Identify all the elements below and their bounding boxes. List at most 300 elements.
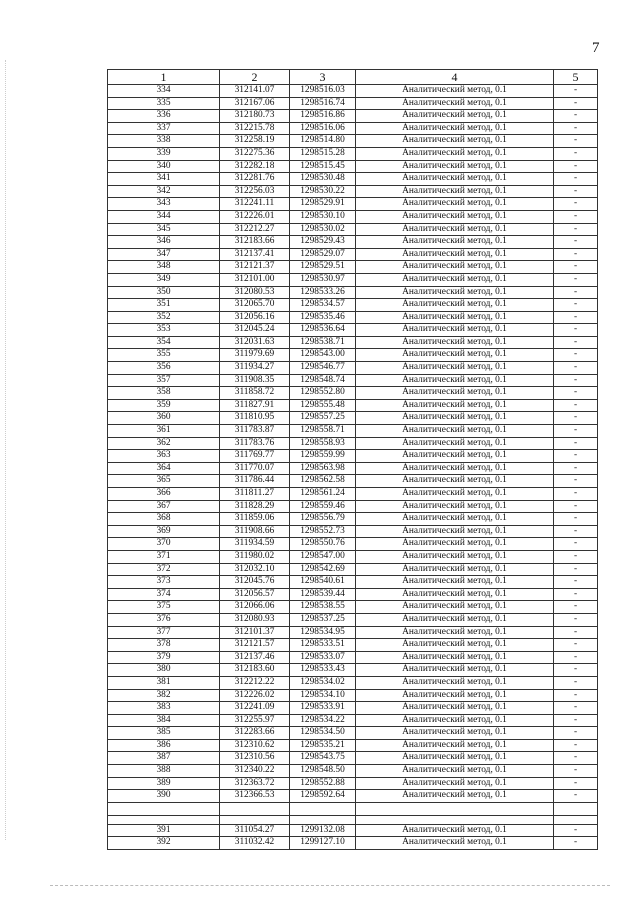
table-cell: 363	[108, 450, 220, 463]
table-cell: -	[554, 210, 598, 223]
table-cell: 312226.01	[220, 210, 290, 223]
table-cell: Аналитический метод, 0.1	[356, 727, 554, 740]
table-cell: 312310.56	[220, 752, 290, 765]
table-cell: -	[554, 412, 598, 425]
table-cell: -	[554, 626, 598, 639]
table-cell: -	[554, 286, 598, 299]
table-row	[108, 324, 598, 337]
table-cell: 311934.59	[220, 538, 290, 551]
table-row	[108, 664, 598, 677]
table-row	[108, 676, 598, 689]
table-cell: 1298592.64	[290, 790, 356, 803]
table-cell: -	[554, 248, 598, 261]
table-row	[108, 425, 598, 438]
table-cell: 1298530.48	[290, 173, 356, 186]
table-cell: -	[554, 147, 598, 160]
table-cell: 312226.02	[220, 689, 290, 702]
table-cell: -	[554, 387, 598, 400]
table-cell: 335	[108, 97, 220, 110]
table-cell: 370	[108, 538, 220, 551]
table-cell: 312241.11	[220, 198, 290, 211]
table-cell: Аналитический метод, 0.1	[356, 500, 554, 513]
table-cell: 1298543.00	[290, 349, 356, 362]
table-cell: Аналитический метод, 0.1	[356, 97, 554, 110]
table-row	[108, 147, 598, 160]
table-cell: -	[554, 324, 598, 337]
table-cell: 1298543.75	[290, 752, 356, 765]
table-cell: -	[554, 198, 598, 211]
table-row	[108, 790, 598, 803]
table-cell: -	[554, 425, 598, 438]
table-cell: -	[554, 500, 598, 513]
table-cell: Аналитический метод, 0.1	[356, 837, 554, 850]
table-cell: 1298550.76	[290, 538, 356, 551]
table-row	[108, 450, 598, 463]
table-cell: 1298557.25	[290, 412, 356, 425]
table-cell: Аналитический метод, 0.1	[356, 462, 554, 475]
table-cell: 1298538.55	[290, 601, 356, 614]
table-cell: 372	[108, 563, 220, 576]
table-cell-empty	[220, 815, 290, 824]
table-cell: 1298536.64	[290, 324, 356, 337]
table-cell: -	[554, 223, 598, 236]
table-cell: 311811.27	[220, 488, 290, 501]
table-row	[108, 513, 598, 526]
table-cell: Аналитический метод, 0.1	[356, 261, 554, 274]
table-cell: 1298516.06	[290, 122, 356, 135]
table-row	[108, 824, 598, 837]
table-cell: 364	[108, 462, 220, 475]
table-cell: 312255.97	[220, 714, 290, 727]
table-cell: Аналитический метод, 0.1	[356, 399, 554, 412]
table-row	[108, 248, 598, 261]
table-cell: 311859.06	[220, 513, 290, 526]
table-cell: 1298534.57	[290, 299, 356, 312]
table-cell: 338	[108, 135, 220, 148]
table-cell: 312212.27	[220, 223, 290, 236]
table-cell: 312283.66	[220, 727, 290, 740]
table-cell: -	[554, 790, 598, 803]
table-cell: 1298552.88	[290, 777, 356, 790]
table-cell: 1298535.46	[290, 311, 356, 324]
table-cell: -	[554, 765, 598, 778]
table-cell: 312215.78	[220, 122, 290, 135]
table-cell: Аналитический метод, 0.1	[356, 664, 554, 677]
table-cell: 312275.36	[220, 147, 290, 160]
table-cell: Аналитический метод, 0.1	[356, 324, 554, 337]
table-cell: Аналитический метод, 0.1	[356, 824, 554, 837]
table-cell: -	[554, 336, 598, 349]
table-cell: 1298530.97	[290, 273, 356, 286]
table-cell: Аналитический метод, 0.1	[356, 210, 554, 223]
table-cell: 1298534.50	[290, 727, 356, 740]
table-cell: Аналитический метод, 0.1	[356, 639, 554, 652]
table-cell: 1298563.98	[290, 462, 356, 475]
table-row	[108, 135, 598, 148]
table-cell: 382	[108, 689, 220, 702]
table-cell: 1298538.71	[290, 336, 356, 349]
table-cell: 390	[108, 790, 220, 803]
table-cell: 311828.29	[220, 500, 290, 513]
table-cell: Аналитический метод, 0.1	[356, 488, 554, 501]
table-cell: 312080.93	[220, 613, 290, 626]
table-cell: 1298546.77	[290, 362, 356, 375]
table-cell: Аналитический метод, 0.1	[356, 122, 554, 135]
table-cell: Аналитический метод, 0.1	[356, 311, 554, 324]
table-row	[108, 299, 598, 312]
table-cell: Аналитический метод, 0.1	[356, 450, 554, 463]
table-cell: 1298552.80	[290, 387, 356, 400]
table-cell: -	[554, 261, 598, 274]
table-cell: 312056.57	[220, 588, 290, 601]
table-cell: Аналитический метод, 0.1	[356, 651, 554, 664]
table-cell: Аналитический метод, 0.1	[356, 626, 554, 639]
table-cell: 312363.72	[220, 777, 290, 790]
table-cell: 383	[108, 702, 220, 715]
table-row	[108, 739, 598, 752]
table-cell: 311979.69	[220, 349, 290, 362]
table-cell: Аналитический метод, 0.1	[356, 273, 554, 286]
table-row	[108, 336, 598, 349]
table-cell: 1298514.80	[290, 135, 356, 148]
table-row	[108, 97, 598, 110]
table-cell: 1298533.26	[290, 286, 356, 299]
table-row	[108, 160, 598, 173]
table-cell: -	[554, 689, 598, 702]
table-row	[108, 752, 598, 765]
table-cell: 312167.06	[220, 97, 290, 110]
table-cell: -	[554, 714, 598, 727]
table-gap-row	[108, 802, 598, 815]
table-cell: Аналитический метод, 0.1	[356, 160, 554, 173]
table-cell: Аналитический метод, 0.1	[356, 777, 554, 790]
table-cell: 1298535.21	[290, 739, 356, 752]
table-cell: -	[554, 160, 598, 173]
table-cell: -	[554, 613, 598, 626]
table-cell: Аналитический метод, 0.1	[356, 437, 554, 450]
table-row	[108, 714, 598, 727]
table-cell: 1298529.91	[290, 198, 356, 211]
table-cell: -	[554, 236, 598, 249]
table-cell: 312066.06	[220, 601, 290, 614]
table-cell: 1298548.74	[290, 374, 356, 387]
table-cell: Аналитический метод, 0.1	[356, 387, 554, 400]
table-cell: 1298559.99	[290, 450, 356, 463]
table-row	[108, 525, 598, 538]
table-cell: 311810.95	[220, 412, 290, 425]
table-cell: 350	[108, 286, 220, 299]
table-cell: 337	[108, 122, 220, 135]
table-cell: -	[554, 837, 598, 850]
table-cell: 1298516.03	[290, 85, 356, 98]
table-cell: 312121.37	[220, 261, 290, 274]
table-cell: 336	[108, 110, 220, 123]
table-cell: Аналитический метод, 0.1	[356, 676, 554, 689]
table-cell: -	[554, 85, 598, 98]
table-cell: Аналитический метод, 0.1	[356, 147, 554, 160]
table-cell: 385	[108, 727, 220, 740]
table-row	[108, 488, 598, 501]
table-cell: 312065.70	[220, 299, 290, 312]
table-cell: 391	[108, 824, 220, 837]
table-row	[108, 85, 598, 98]
table-row	[108, 689, 598, 702]
table-cell: 373	[108, 576, 220, 589]
table-cell: 1298530.10	[290, 210, 356, 223]
table-cell: 1299127.10	[290, 837, 356, 850]
table-cell: Аналитический метод, 0.1	[356, 349, 554, 362]
table-cell: Аналитический метод, 0.1	[356, 362, 554, 375]
table-row	[108, 563, 598, 576]
table-row	[108, 727, 598, 740]
table-cell: Аналитический метод, 0.1	[356, 588, 554, 601]
header-cell: 2	[220, 70, 290, 85]
table-cell: -	[554, 639, 598, 652]
table-cell: -	[554, 550, 598, 563]
table-cell: 1299132.08	[290, 824, 356, 837]
table-cell: -	[554, 538, 598, 551]
table-gap-row	[108, 815, 598, 824]
table-cell: 312256.03	[220, 185, 290, 198]
table-cell: 1298555.48	[290, 399, 356, 412]
table-cell: -	[554, 752, 598, 765]
table-cell: 346	[108, 236, 220, 249]
table-cell: 375	[108, 601, 220, 614]
table-cell: 311783.87	[220, 425, 290, 438]
table-row	[108, 462, 598, 475]
table-cell: 377	[108, 626, 220, 639]
table-cell: 312056.16	[220, 311, 290, 324]
table-cell: 381	[108, 676, 220, 689]
table-cell: 311769.77	[220, 450, 290, 463]
table-cell: 311786.44	[220, 475, 290, 488]
table-cell-empty	[356, 802, 554, 815]
table-row	[108, 236, 598, 249]
table-row	[108, 387, 598, 400]
table-cell: Аналитический метод, 0.1	[356, 790, 554, 803]
table-cell: 352	[108, 311, 220, 324]
table-header-row	[108, 70, 598, 85]
table-cell: 1298552.73	[290, 525, 356, 538]
table-cell: -	[554, 651, 598, 664]
table-cell: 361	[108, 425, 220, 438]
table-row	[108, 110, 598, 123]
table-row	[108, 651, 598, 664]
table-cell: Аналитический метод, 0.1	[356, 613, 554, 626]
table-cell: 311783.76	[220, 437, 290, 450]
table-cell: -	[554, 173, 598, 186]
table-cell: -	[554, 576, 598, 589]
table-cell: -	[554, 374, 598, 387]
table-cell: Аналитический метод, 0.1	[356, 576, 554, 589]
table-cell: 1298534.02	[290, 676, 356, 689]
table-cell: Аналитический метод, 0.1	[356, 85, 554, 98]
table-cell: -	[554, 563, 598, 576]
table-cell: 312340.22	[220, 765, 290, 778]
table-cell: 312031.63	[220, 336, 290, 349]
table-cell: -	[554, 311, 598, 324]
table-cell: 312080.53	[220, 286, 290, 299]
table-cell: 312366.53	[220, 790, 290, 803]
page-number: 7	[592, 40, 600, 56]
table-cell-empty	[290, 815, 356, 824]
table-cell: 311827.91	[220, 399, 290, 412]
table-row	[108, 412, 598, 425]
table-cell: 1298534.10	[290, 689, 356, 702]
table-row	[108, 198, 598, 211]
table-cell: -	[554, 97, 598, 110]
table-cell: Аналитический метод, 0.1	[356, 714, 554, 727]
table-cell: 356	[108, 362, 220, 375]
table-cell: 1298533.51	[290, 639, 356, 652]
table-cell: 312180.73	[220, 110, 290, 123]
table-cell: 368	[108, 513, 220, 526]
table-cell: 311858.72	[220, 387, 290, 400]
table-cell: Аналитический метод, 0.1	[356, 550, 554, 563]
table-row	[108, 626, 598, 639]
table-row	[108, 185, 598, 198]
header-cell: 4	[356, 70, 554, 85]
table-cell: -	[554, 702, 598, 715]
table-cell: 1298559.46	[290, 500, 356, 513]
table-cell: 312045.24	[220, 324, 290, 337]
table-cell: -	[554, 135, 598, 148]
table-row	[108, 576, 598, 589]
table-cell: 311908.66	[220, 525, 290, 538]
table-cell: Аналитический метод, 0.1	[356, 702, 554, 715]
table-cell: 345	[108, 223, 220, 236]
table-cell-empty	[554, 815, 598, 824]
table-cell: 311980.02	[220, 550, 290, 563]
table-row	[108, 639, 598, 652]
table-cell: -	[554, 777, 598, 790]
table-cell: Аналитический метод, 0.1	[356, 374, 554, 387]
table-cell-empty	[108, 815, 220, 824]
table-cell: 312183.66	[220, 236, 290, 249]
table-cell: -	[554, 299, 598, 312]
table-cell: 312101.37	[220, 626, 290, 639]
table-cell: 340	[108, 160, 220, 173]
coordinates-table	[107, 69, 598, 850]
table-cell: -	[554, 727, 598, 740]
table-cell: -	[554, 601, 598, 614]
table-cell: 312282.18	[220, 160, 290, 173]
table-cell: 387	[108, 752, 220, 765]
table-cell: -	[554, 110, 598, 123]
header-cell: 3	[290, 70, 356, 85]
table-row	[108, 702, 598, 715]
table-row	[108, 765, 598, 778]
table-cell: 355	[108, 349, 220, 362]
table-cell: 378	[108, 639, 220, 652]
table-row	[108, 601, 598, 614]
table-cell: -	[554, 122, 598, 135]
table-cell: -	[554, 185, 598, 198]
table-row	[108, 837, 598, 850]
table-row	[108, 475, 598, 488]
table-cell: 312121.57	[220, 639, 290, 652]
table-cell: -	[554, 437, 598, 450]
table-cell: 311908.35	[220, 374, 290, 387]
table-cell: 380	[108, 664, 220, 677]
table-cell: 348	[108, 261, 220, 274]
table-row	[108, 273, 598, 286]
table-cell: 311934.27	[220, 362, 290, 375]
table-cell-empty	[290, 802, 356, 815]
table-cell: 312137.46	[220, 651, 290, 664]
table-cell: -	[554, 450, 598, 463]
table-cell: 374	[108, 588, 220, 601]
table-cell: Аналитический метод, 0.1	[356, 538, 554, 551]
table-cell: Аналитический метод, 0.1	[356, 198, 554, 211]
table-row	[108, 613, 598, 626]
table-row	[108, 286, 598, 299]
table-cell: 344	[108, 210, 220, 223]
table-cell: 353	[108, 324, 220, 337]
table-cell: 392	[108, 837, 220, 850]
table-cell: Аналитический метод, 0.1	[356, 223, 554, 236]
table-cell: 347	[108, 248, 220, 261]
table-row	[108, 261, 598, 274]
table-cell: Аналитический метод, 0.1	[356, 739, 554, 752]
table-cell: 354	[108, 336, 220, 349]
table-row	[108, 538, 598, 551]
table-cell: Аналитический метод, 0.1	[356, 286, 554, 299]
table-cell: 1298562.58	[290, 475, 356, 488]
table-cell: 1298533.43	[290, 664, 356, 677]
table-cell: 1298540.61	[290, 576, 356, 589]
table-cell: -	[554, 676, 598, 689]
table-cell: 1298516.86	[290, 110, 356, 123]
table-cell: 1298533.91	[290, 702, 356, 715]
table-cell: 1298515.28	[290, 147, 356, 160]
table-cell: 312310.62	[220, 739, 290, 752]
table-cell-empty	[108, 802, 220, 815]
coordinates-table-body	[108, 70, 598, 850]
table-cell: -	[554, 588, 598, 601]
table-cell: 312281.76	[220, 173, 290, 186]
table-cell: -	[554, 349, 598, 362]
table-cell: Аналитический метод, 0.1	[356, 236, 554, 249]
table-cell: 1298542.69	[290, 563, 356, 576]
table-cell: 367	[108, 500, 220, 513]
table-cell: Аналитический метод, 0.1	[356, 525, 554, 538]
table-cell: 342	[108, 185, 220, 198]
table-cell: 1298530.22	[290, 185, 356, 198]
table-cell: 343	[108, 198, 220, 211]
table-row	[108, 362, 598, 375]
table-cell: 311054.27	[220, 824, 290, 837]
table-cell: 341	[108, 173, 220, 186]
table-cell: 1298516.74	[290, 97, 356, 110]
table-cell: 1298561.24	[290, 488, 356, 501]
table-cell: Аналитический метод, 0.1	[356, 475, 554, 488]
table-cell: 1298529.07	[290, 248, 356, 261]
table-cell: -	[554, 475, 598, 488]
table-cell: 1298533.07	[290, 651, 356, 664]
header-cell: 5	[554, 70, 598, 85]
table-cell: 334	[108, 85, 220, 98]
table-cell: Аналитический метод, 0.1	[356, 110, 554, 123]
table-cell: -	[554, 513, 598, 526]
table-cell: Аналитический метод, 0.1	[356, 173, 554, 186]
table-row	[108, 210, 598, 223]
table-cell: Аналитический метод, 0.1	[356, 765, 554, 778]
table-row	[108, 550, 598, 563]
table-cell: 1298547.00	[290, 550, 356, 563]
table-cell: 384	[108, 714, 220, 727]
table-cell: 312137.41	[220, 248, 290, 261]
